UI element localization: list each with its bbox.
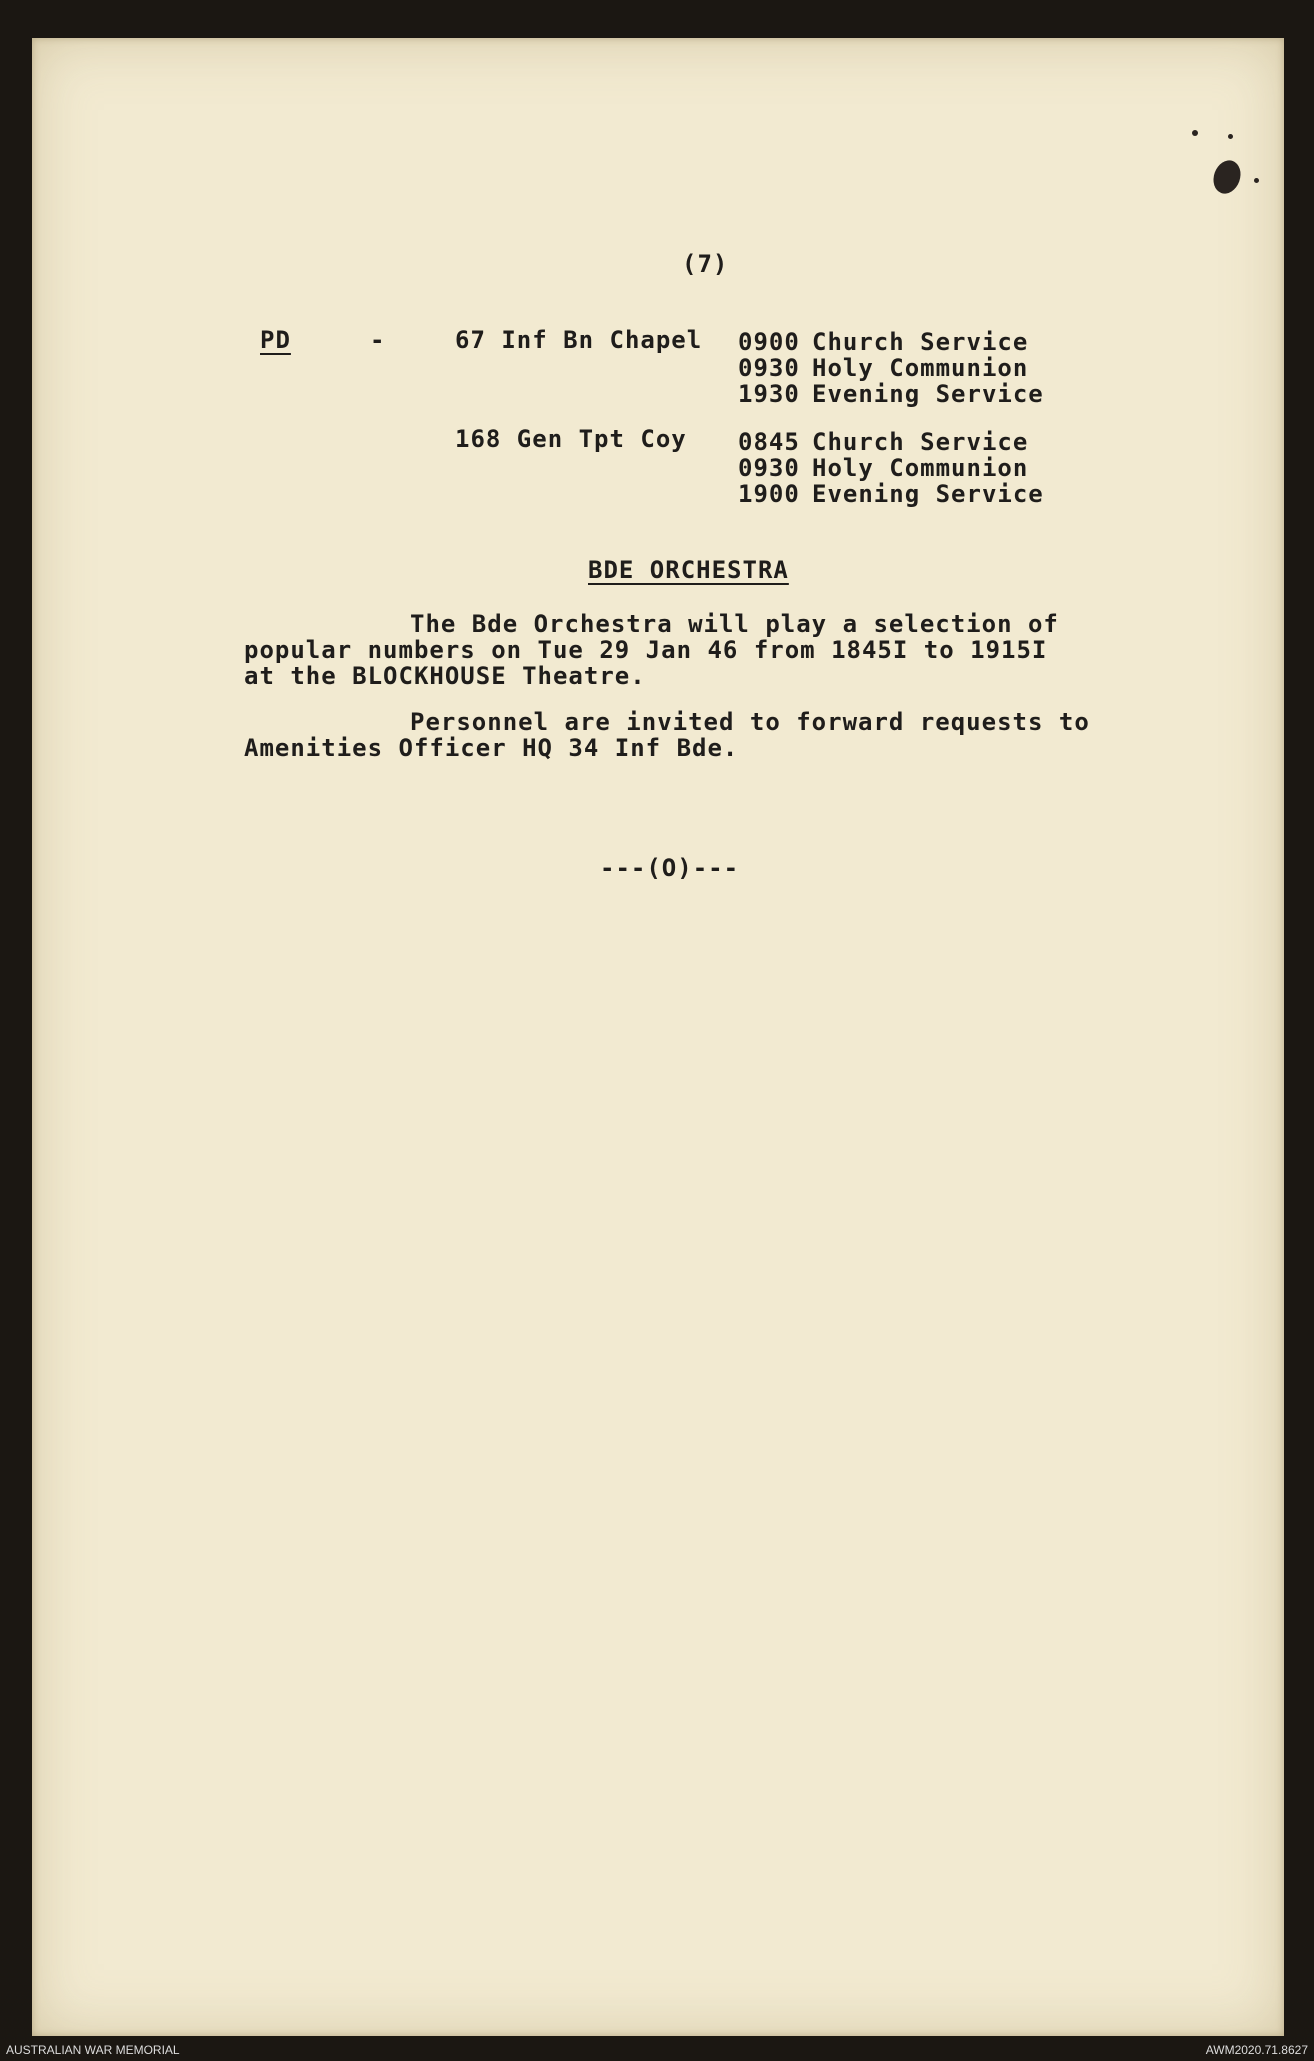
paragraph-line: Amenities Officer HQ 34 Inf Bde. bbox=[244, 734, 739, 762]
paragraph-line: Personnel are invited to forward requests to bbox=[410, 708, 1090, 736]
service-time: 1930 bbox=[738, 380, 800, 408]
section-heading: BDE ORCHESTRA bbox=[588, 556, 789, 584]
punch-hole bbox=[1254, 178, 1259, 183]
service-event: Church Service bbox=[812, 428, 1029, 456]
location-name: 168 Gen Tpt Coy bbox=[455, 425, 687, 453]
service-event: Evening Service bbox=[812, 380, 1044, 408]
service-time: 0930 bbox=[738, 354, 800, 382]
punch-hole bbox=[1209, 157, 1245, 198]
service-event: Holy Communion bbox=[812, 454, 1029, 482]
unit-dash: - bbox=[370, 326, 386, 354]
punch-hole bbox=[1192, 130, 1198, 136]
paragraph-line: at the BLOCKHOUSE Theatre. bbox=[244, 662, 646, 690]
service-time: 0930 bbox=[738, 454, 800, 482]
location-name: 67 Inf Bn Chapel bbox=[455, 326, 703, 354]
service-time: 1900 bbox=[738, 480, 800, 508]
service-event: Church Service bbox=[812, 328, 1029, 356]
service-time: 0900 bbox=[738, 328, 800, 356]
service-event: Evening Service bbox=[812, 480, 1044, 508]
service-event: Holy Communion bbox=[812, 354, 1029, 382]
service-time: 0845 bbox=[738, 428, 800, 456]
document-page bbox=[32, 38, 1284, 2036]
footer-left: AUSTRALIAN WAR MEMORIAL bbox=[6, 2043, 180, 2057]
paragraph-line: The Bde Orchestra will play a selection of bbox=[410, 610, 1059, 638]
footer-right: AWM2020.71.8627 bbox=[1205, 2043, 1308, 2057]
page-number: (7) bbox=[682, 250, 729, 278]
unit-code: PD bbox=[260, 326, 291, 354]
end-mark: ---(O)--- bbox=[600, 854, 740, 882]
punch-hole bbox=[1228, 134, 1233, 139]
paragraph-line: popular numbers on Tue 29 Jan 46 from 1845I to 1915I bbox=[244, 636, 1048, 664]
